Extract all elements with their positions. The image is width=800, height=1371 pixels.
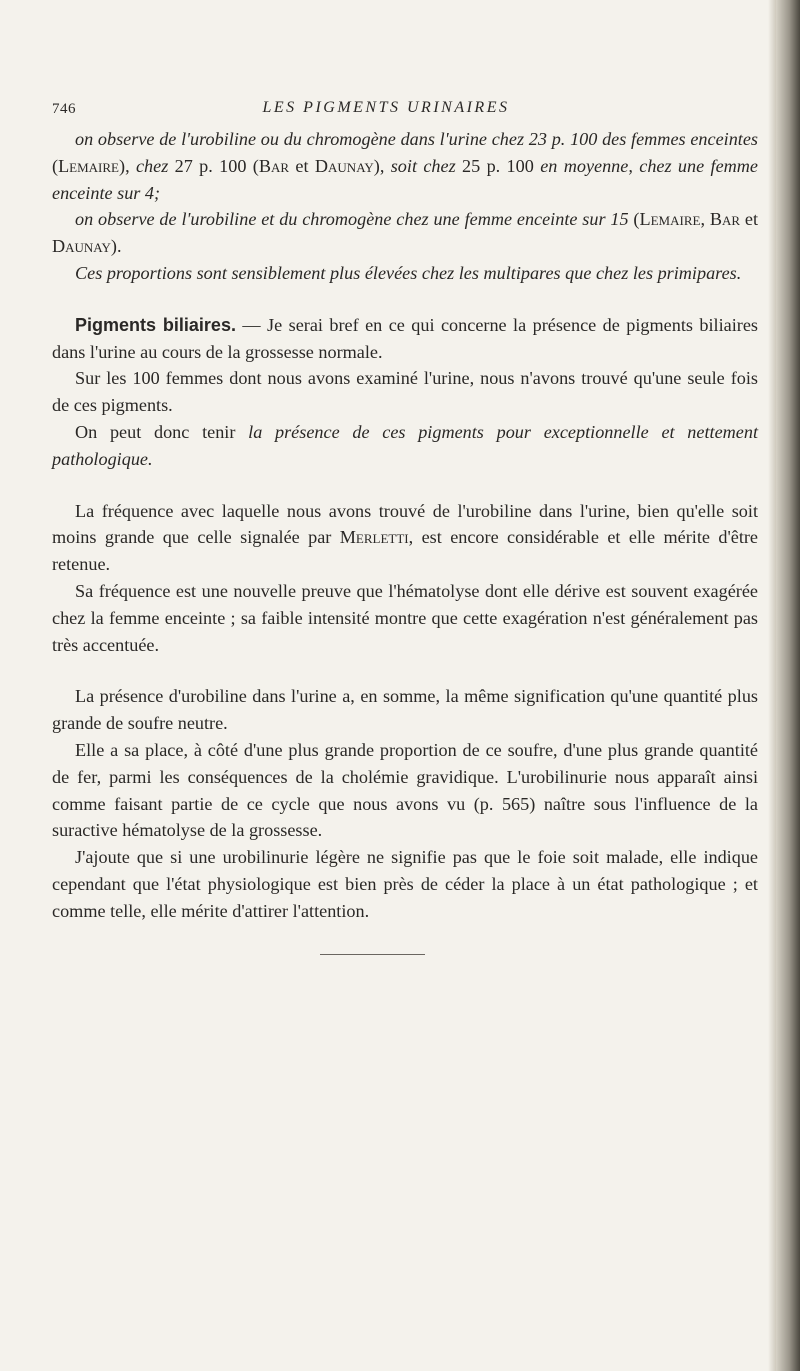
paragraph-100-femmes: Sur les 100 femmes dont nous avons examiné l'urine, nous n'avons trouvé qu'une seule fois de ces pigments.: [52, 368, 758, 416]
paragraph-urobiline-chromogene: on observe de l'urobiline et du chromogène chez une femme enceinte sur 15 (Lemaire, Bar et Daunay).: [52, 209, 758, 257]
page-edge-shadow: [776, 0, 800, 1371]
paragraph-soufre-neutre: La présence d'urobiline dans l'urine a, en somme, la même signification qu'une quantité plus grande de soufre neutre.: [52, 686, 758, 734]
paragraph-proportions: Ces proportions sont sensiblement plus élevées chez les multipares que chez les primipares.: [75, 262, 742, 283]
paragraph-urobiline-stats: on observe de l'urobiline ou du chromogène dans l'urine chez 23 p. 100 des femmes enceintes (Lemaire), chez 27 p. 100 (Bar et Daunay), soit chez 25 p. 100 en moyenne, chez une femme enceinte sur 4;: [52, 129, 758, 203]
running-title: LES PIGMENTS URINAIRES: [262, 99, 510, 116]
paragraph-hematolyse: Sa fréquence est une nouvelle preuve que l'hématolyse dont elle dérive est souvent exagérée chez la femme enceinte ; sa faible intensité montre que cette exagération n'est généralement pas très accentuée.: [52, 580, 758, 655]
paragraph-pigments-biliaires: Pigments biliaires. — Je serai bref en ce qui concerne la présence de pigments biliaires dans l'urine au cours de la grossesse normale.: [52, 314, 758, 362]
section-title: Pigments biliaires.: [75, 314, 236, 335]
page-edge-fade: [768, 0, 776, 1371]
body-text: [52, 126, 758, 925]
paragraph-frequence: La fréquence avec laquelle nous avons trouvé de l'urobiline dans l'urine, bien qu'elle soit moins grande que celle signalée par Merletti, est encore considérable et elle mérite d'être retenue.: [52, 500, 759, 575]
end-rule: [320, 954, 425, 955]
page-header: [52, 94, 752, 124]
page-number: 746: [52, 101, 76, 117]
paragraph-conclusion: On peut donc tenir la présence de ces pigments pour exceptionnelle et nettement pathologique.: [52, 421, 758, 469]
paragraph-cholemie: Elle a sa place, à côté d'une plus grande proportion de ce soufre, d'une plus grande quantité de fer, parmi les conséquences de la cholémie gravidique. L'urobilinurie nous apparaît ainsi comme faisant partie de ce cycle que nous avons vu (p. 565) naître sous l'influence de la suractive hématolyse de la grossesse.: [52, 739, 758, 841]
paragraph-urobilinurie: J'ajoute que si une urobilinurie légère ne signifie pas que le foie soit malade, elle indique cependant que l'état physiologique est bien près de céder la place à un état pathologique ; et comme telle, elle mérite d'attirer l'attention.: [52, 847, 758, 921]
